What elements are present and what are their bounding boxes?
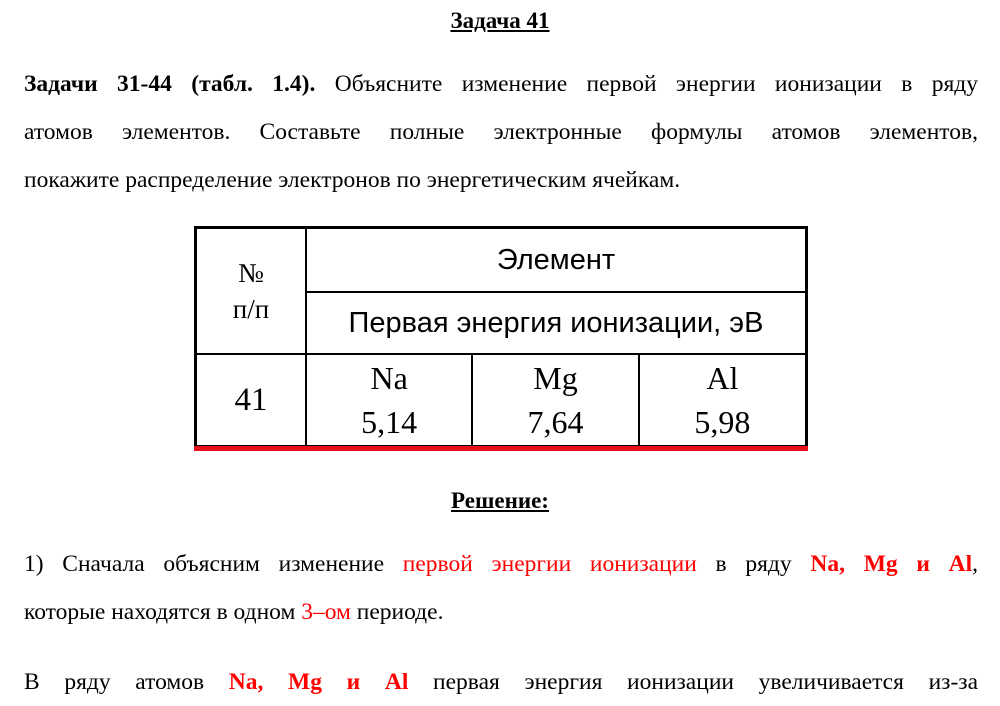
highlight-elements: Na, Mg и Al xyxy=(810,551,973,577)
highlight-elements: Na, Mg и Al xyxy=(228,669,409,695)
solution-text: первая энергия ионизации увеличивается из-за xyxy=(408,669,978,695)
ionization-table xyxy=(194,226,808,448)
highlight-term: первой энергии ионизации xyxy=(402,551,697,577)
task-text-line2: атомов элементов. Составьте полные электронные формулы атомов элементов, xyxy=(24,119,978,145)
solution-text: в ряду xyxy=(696,551,811,577)
highlight-period: 3–ом xyxy=(301,599,351,625)
row-number: 41 xyxy=(196,354,307,447)
number-header-symbol: № xyxy=(238,258,264,288)
element-energy: 5,14 xyxy=(361,404,418,440)
solution-paragraph-1 xyxy=(24,540,978,636)
energy-header: Первая энергия ионизации, эВ xyxy=(306,292,807,354)
data-table-container xyxy=(194,226,808,450)
element-energy: 5,98 xyxy=(694,404,751,440)
element-symbol: Na xyxy=(370,360,408,396)
solution-text: В ряду атомов xyxy=(24,669,229,695)
number-header-label: п/п xyxy=(232,294,270,324)
task-statement xyxy=(24,60,978,204)
element-cell-na xyxy=(306,354,472,447)
solution-text: которые находятся в одном xyxy=(24,599,302,625)
solution-paragraph-2 xyxy=(24,658,978,706)
element-symbol: Al xyxy=(706,360,739,396)
solution-text: , xyxy=(972,551,978,577)
element-symbol: Mg xyxy=(533,360,578,396)
task-reference: Задачи 31-44 (табл. 1.4). xyxy=(24,71,316,97)
solution-text: периоде. xyxy=(350,599,444,625)
element-cell-al xyxy=(639,354,807,447)
number-header xyxy=(196,228,307,355)
element-cell-mg xyxy=(472,354,638,447)
page-title: Задача 41 xyxy=(450,8,550,33)
solution-title: Решение: xyxy=(451,488,549,513)
task-text-line1: Объясните изменение первой энергии ионизации в ряду xyxy=(315,71,978,97)
element-energy: 7,64 xyxy=(527,404,584,440)
element-header: Элемент xyxy=(306,228,807,293)
task-text-line3: покажите распределение электронов по энергетическим ячейкам. xyxy=(24,167,681,193)
solution-text: 1) Сначала объясним изменение xyxy=(24,551,403,577)
table-accent-line xyxy=(194,446,808,451)
